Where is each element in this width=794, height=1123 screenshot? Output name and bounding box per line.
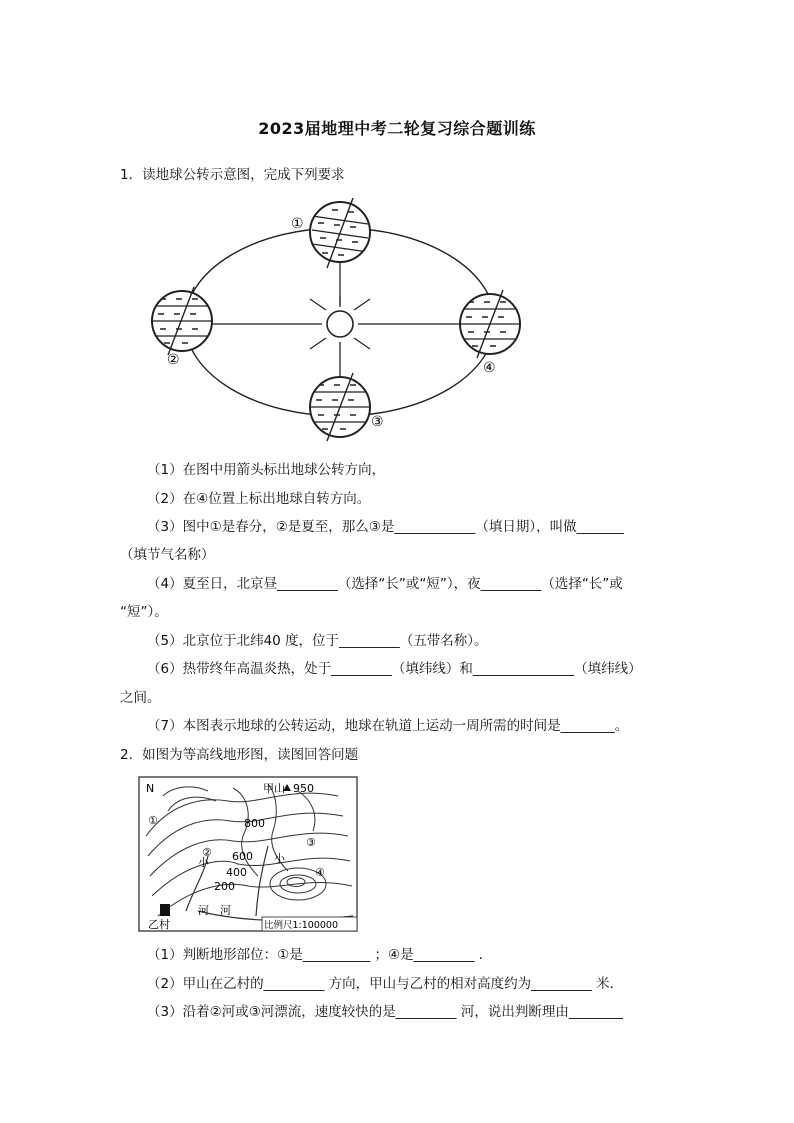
scale-label: 比例尺1:100000: [264, 920, 339, 931]
earth-position-3: [310, 373, 370, 441]
village-icon: [160, 904, 170, 916]
contour-800: 800: [244, 817, 265, 830]
q2-item-2: （2）甲山在乙村的_________ 方向，甲山与乙村的相对高度约为_________ 米．: [147, 976, 624, 992]
q1-item-6-cont: 之间。: [120, 690, 161, 706]
label-3: ③: [371, 414, 384, 430]
page-title: 2023届地理中考二轮复习综合题训练: [258, 119, 536, 138]
earth-position-2: [152, 287, 212, 355]
river-label-left: 小: [198, 856, 209, 869]
contour-400: 400: [226, 866, 247, 879]
earth-position-4: [460, 290, 520, 358]
q2-item-1: （1）判断地形部位：①是__________ ；④是_________ .: [147, 947, 483, 963]
q2-item-3: （3）沿着②河或③河漂流，速度较快的是_________ 河，说出判断理由________: [147, 1004, 623, 1020]
label-2: ②: [167, 352, 180, 368]
q1-item-7: （7）本图表示地球的公转运动，地球在轨道上运动一周所需的时间是________。: [147, 718, 629, 734]
river-label-bottom-1: 河: [198, 904, 209, 917]
q1-item-2: （2）在④位置上标出地球自转方向。: [147, 491, 371, 507]
point-2: ②: [202, 846, 212, 859]
river-label-right: 小: [274, 852, 285, 865]
peak-label: 甲山: [263, 782, 285, 795]
earth-revolution-diagram: [140, 196, 540, 452]
q1-item-4: （4）夏至日，北京昼_________（选择“长”或“短”），夜_________（选择“长”或: [147, 576, 623, 592]
q1-item-4-cont: “短”）。: [120, 604, 168, 620]
q1-item-5: （5）北京位于北纬40 度，位于_________（五带名称）。: [147, 633, 488, 649]
north-label: N: [146, 782, 155, 795]
earth-position-1: [310, 198, 370, 268]
village-label: 乙村: [148, 918, 170, 931]
point-1: ①: [148, 814, 158, 827]
label-4: ④: [483, 360, 496, 376]
contour-map: [138, 776, 360, 934]
point-4: ④: [315, 866, 325, 879]
peak-height: 950: [293, 782, 314, 795]
contour-200: 200: [214, 880, 235, 893]
label-1: ①: [291, 216, 304, 232]
question-2-heading: 2．如图为等高线地形图，读图回答问题: [120, 747, 359, 763]
river-label-bottom-2: 河: [220, 904, 231, 917]
point-3: ③: [306, 836, 316, 849]
contour-600: 600: [232, 850, 253, 863]
sun-icon: [310, 296, 370, 349]
q1-item-6: （6）热带终年高温炎热，处于_________（填纬线）和_______________（填纬线）: [147, 661, 642, 677]
q1-item-3-cont: （填节气名称）: [120, 547, 215, 563]
q1-item-1: （1）在图中用箭头标出地球公转方向，: [147, 462, 386, 478]
q1-item-3: （3）图中①是春分，②是夏至，那么③是____________（填日期），叫做_______: [147, 519, 624, 535]
question-1-heading: 1．读地球公转示意图，完成下列要求: [120, 167, 345, 183]
